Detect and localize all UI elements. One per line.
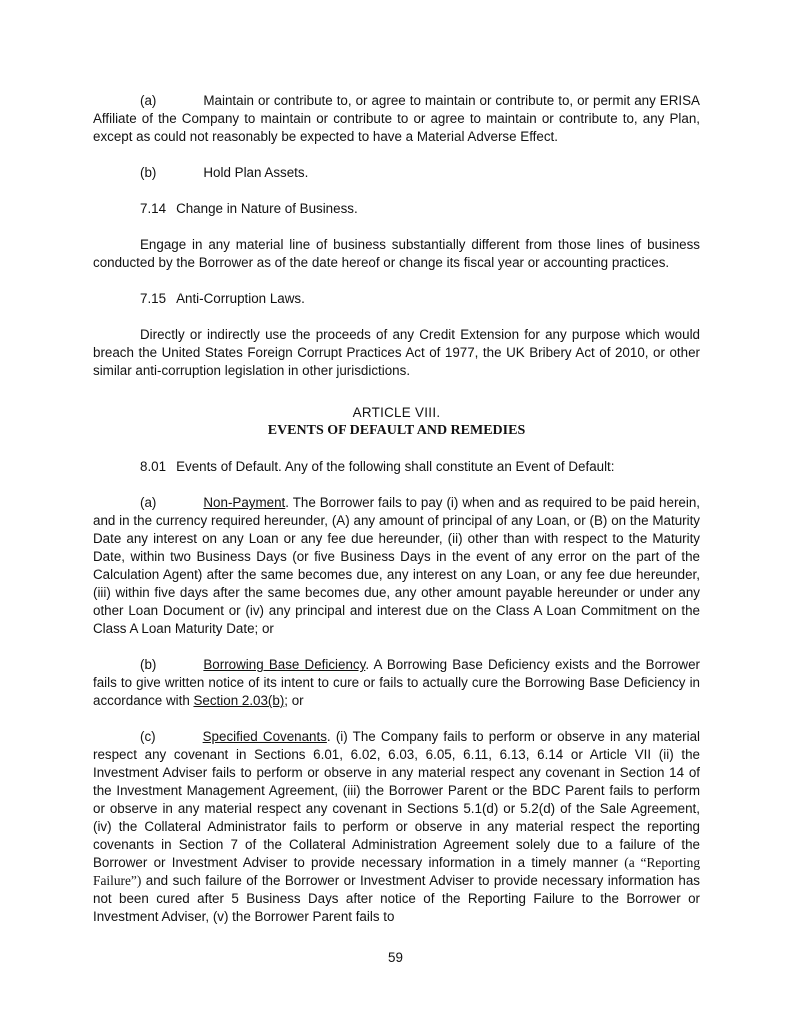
clause-801-c [93, 728, 700, 926]
section-number: 8.01 [140, 459, 167, 474]
clause-text: . A Borrowing Base Deficiency exists and the Borrower fails to give written notice of its intent to cure or fails to actually cure the Borrowing Base Deficiency in accordance with [93, 657, 700, 708]
article-label: ARTICLE VIII. [352, 405, 441, 420]
section-heading-801 [93, 458, 700, 476]
article-title: EVENTS OF DEFAULT AND REMEDIES [267, 423, 526, 438]
clause-heading: Non-Payment [203, 495, 286, 510]
section-title: Change in Nature of Business. [176, 201, 358, 216]
clause-label: (a) [140, 93, 157, 108]
page-number: 59 [388, 950, 403, 965]
clause-label: (b) [140, 657, 157, 672]
clause-713-a [93, 92, 700, 146]
clause-801-b [93, 656, 700, 710]
section-715-text: Directly or indirectly use the proceeds of any Credit Extension for any purpose which would breach the United States Foreign Corrupt Practices Act of 1977, the UK Bribery Act of 2010, or other similar anti-corruption legislation in other jurisdictions. [93, 327, 700, 378]
clause-heading: Borrowing Base Deficiency [203, 657, 366, 672]
clause-label: (b) [140, 165, 157, 180]
clause-text: . The Borrower fails to pay (i) when and as required to be paid herein, and in the currency required hereunder, (A) any amount of principal of any Loan, or (B) on the Maturity Date any interest on any Loan or any fee due hereunder, (ii) other than with respect to the Maturity Date, within two Business Days (or five Business Days in the event of any error on the part of the Calculation Agent) after the same becomes due, any interest on any Loan, or any fee due hereunder, (iii) within five days after the same becomes due, any other amount payable hereunder or under any other Loan Document or (iv) any principal and interest due on the Class A Loan Commitment on the Class A Loan Maturity Date; or [93, 495, 700, 636]
section-714-text: Engage in any material line of business substantially different from those lines of business conducted by the Borrower as of the date hereof or change its fiscal year or accounting practices. [93, 237, 700, 270]
section-number: 7.14 [140, 201, 167, 216]
section-heading-715 [93, 290, 700, 308]
section-number: 7.15 [140, 291, 167, 306]
section-reference: Section 2.03(b) [193, 693, 285, 708]
defined-term: (a “Reporting Failure”) [93, 855, 701, 888]
clause-label: (c) [140, 729, 156, 744]
clause-801-a [93, 494, 700, 638]
clause-text-end: ; or [284, 693, 304, 708]
clause-text: . (i) The Company fails to perform or observe in any material respect any covenant in Sections 6.01, 6.02, 6.03, 6.05, 6.11, 6.13, 6.14 or Article VII (ii) the Investment Adviser fails to perform or observe in any material respect any covenant in Section 14 of the Investment Management Agreement, (iii) the Borrower Parent or the BDC Parent fails to perform or observe in any material respect any covenant in Sections 5.1(d) or 5.2(d) of the Sale Agreement, (iv) the Collateral Administrator fails to perform or observe in any material respect the reporting covenants in Section 7 of the Collateral Administration Agreement solely due to a failure of the Borrower or Investment Adviser to provide necessary information in a timely manner [93, 729, 700, 870]
clause-label: (a) [140, 495, 157, 510]
section-title: Anti-Corruption Laws. [176, 291, 305, 306]
document-page [93, 92, 700, 926]
clause-713-b [93, 164, 700, 182]
clause-text-end: and such failure of the Borrower or Investment Adviser to provide necessary information has not been cured after 5 Business Days after notice of the Reporting Failure to the Borrower or Investment Adviser, (v) the Borrower Parent fails to [93, 873, 700, 924]
clause-text: Maintain or contribute to, or agree to maintain or contribute to, or permit any ERISA Affiliate of the Company to maintain or contribute to or agree to maintain or contribute to, any Plan, except as could not reasonably be expected to have a Material Adverse Effect. [93, 93, 700, 144]
clause-heading: Specified Covenants [202, 729, 327, 744]
section-heading-714 [93, 200, 700, 218]
section-intro: Any of the following shall constitute an Event of Default: [284, 459, 615, 474]
section-title: Events of Default. [176, 459, 282, 474]
clause-text: Hold Plan Assets. [203, 165, 309, 180]
